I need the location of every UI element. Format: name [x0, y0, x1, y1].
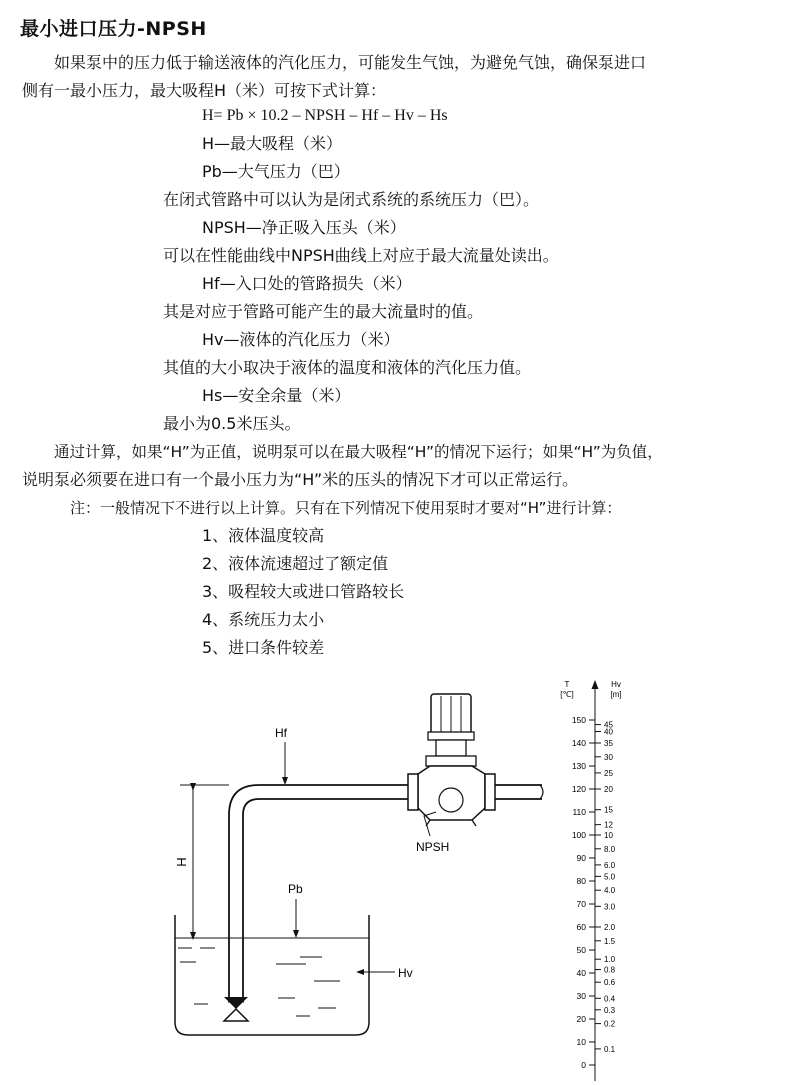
hv-tick-label: 10 [604, 831, 613, 840]
hf-label: Hf [275, 726, 287, 740]
def-pb-note: 在闭式管路中可以认为是闭式系统的系统压力（巴）。 [163, 190, 540, 209]
hv-label: Hv [398, 966, 413, 980]
def-h: H—最大吸程（米） [202, 134, 343, 153]
hv-tick-label: 3.0 [604, 902, 616, 912]
condition-item: 1、液体温度较高 [202, 526, 325, 545]
condition-item: 5、进口条件较差 [202, 638, 325, 657]
hv-tick-label: 15 [604, 805, 613, 815]
hv-tick-label: 2.0 [604, 923, 616, 932]
hv-tick-label: 12 [604, 820, 613, 830]
hv-tick-label: 0.2 [604, 1019, 616, 1029]
t-tick-label: 0 [581, 1060, 586, 1070]
t-tick-label: 70 [576, 899, 586, 909]
page-title: 最小进口压力-NPSH [20, 18, 207, 40]
hv-tick-label: 6.0 [604, 860, 616, 870]
def-hv: Hv—液体的汽化压力（米） [202, 330, 400, 349]
hv-tick-label: 1.0 [604, 955, 616, 965]
def-hs-note: 最小为0.5米压头。 [163, 414, 301, 433]
condition-item: 2、液体流速超过了额定值 [202, 554, 389, 573]
t-tick-label: 110 [572, 807, 586, 817]
t-tick-label: 40 [576, 968, 586, 978]
intro-line-1: 如果泵中的压力低于输送液体的汽化压力，可能发生气蚀，为避免气蚀，确保泵进口 [54, 53, 647, 72]
note-line: 注：一般情况下不进行以上计算。只有在下列情况下使用泵时才要对“H”进行计算： [70, 499, 622, 517]
suction-pipe [224, 785, 418, 1021]
hv-tick-label: 0.8 [604, 965, 616, 975]
t-tick-label: 20 [576, 1014, 586, 1024]
t-tick-label: 120 [571, 784, 586, 794]
discharge-pipe [493, 785, 543, 799]
hv-tick-label: 1.5 [604, 936, 616, 946]
t-tick-label: 80 [576, 876, 586, 886]
hv-tick-label: 5.0 [604, 872, 616, 882]
t-unit: [℃] [560, 690, 574, 699]
condition-item: 4、系统压力太小 [202, 610, 325, 629]
t-tick-label: 30 [576, 991, 586, 1001]
liquid-tank [175, 915, 369, 1035]
hv-tick-label: 35 [604, 739, 613, 748]
h-label: H [174, 857, 189, 867]
npsh-label: NPSH [416, 840, 450, 854]
calc-line-1: 通过计算，如果“H”为正值，说明泵可以在最大吸程“H”的情况下运行；如果“H”为负值， [54, 443, 663, 461]
hv-tick-label: 20 [604, 785, 613, 794]
hv-tick-label: 0.4 [604, 994, 616, 1004]
t-tick-label: 150 [571, 715, 586, 725]
pump-illustration [408, 694, 495, 826]
hv-tick-label: 8.0 [604, 844, 616, 854]
t-tick-label: 60 [576, 922, 586, 932]
hv-tick-label: 25 [604, 768, 613, 778]
hv-tick-label: 4.0 [604, 886, 616, 896]
hv-header: Hv [611, 680, 621, 689]
t-tick-label: 130 [571, 761, 586, 771]
calc-line-2: 说明泵必须要在进口有一个最小压力为“H”米的压头的情况下才可以正常运行。 [22, 470, 579, 489]
def-hs: Hs—安全余量（米） [202, 386, 351, 405]
def-npsh: NPSH—净正吸入压头（米） [202, 218, 406, 237]
t-tick-label: 100 [571, 830, 586, 840]
hv-tick-label: 0.6 [604, 978, 616, 988]
t-tick-label: 50 [576, 945, 586, 955]
t-tick-label: 10 [576, 1037, 586, 1047]
condition-item: 3、吸程较大或进口管路较长 [202, 582, 405, 601]
hv-tick-label: 45 [604, 720, 613, 730]
formula: H= Pb × 10.2 – NPSH – Hf – Hv – Hs [202, 107, 448, 124]
t-header: T [564, 680, 570, 689]
temperature-vapor-pressure-scale [540, 670, 640, 1085]
hv-tick-label: 40 [604, 727, 613, 737]
hv-tick-label: 30 [604, 752, 613, 762]
def-pb: Pb—大气压力（巴） [202, 162, 350, 181]
hv-tick-label: 0.3 [604, 1005, 616, 1015]
t-tick-label: 140 [571, 738, 586, 748]
pb-label: Pb [288, 882, 303, 896]
def-hf: Hf—入口处的管路损失（米） [202, 274, 412, 293]
t-tick-label: 90 [576, 853, 586, 863]
intro-line-2: 侧有一最小压力，最大吸程H（米）可按下式计算： [22, 81, 387, 100]
def-hf-note: 其是对应于管路可能产生的最大流量时的值。 [163, 302, 484, 321]
scale-arrow [592, 680, 599, 689]
hv-tick-label: 0.1 [604, 1044, 616, 1054]
def-hv-note: 其值的大小取决于液体的温度和液体的汽化压力值。 [163, 358, 532, 377]
hv-unit: [m] [610, 690, 622, 699]
def-npsh-note: 可以在性能曲线中NPSH曲线上对应于最大流量处读出。 [163, 246, 559, 265]
